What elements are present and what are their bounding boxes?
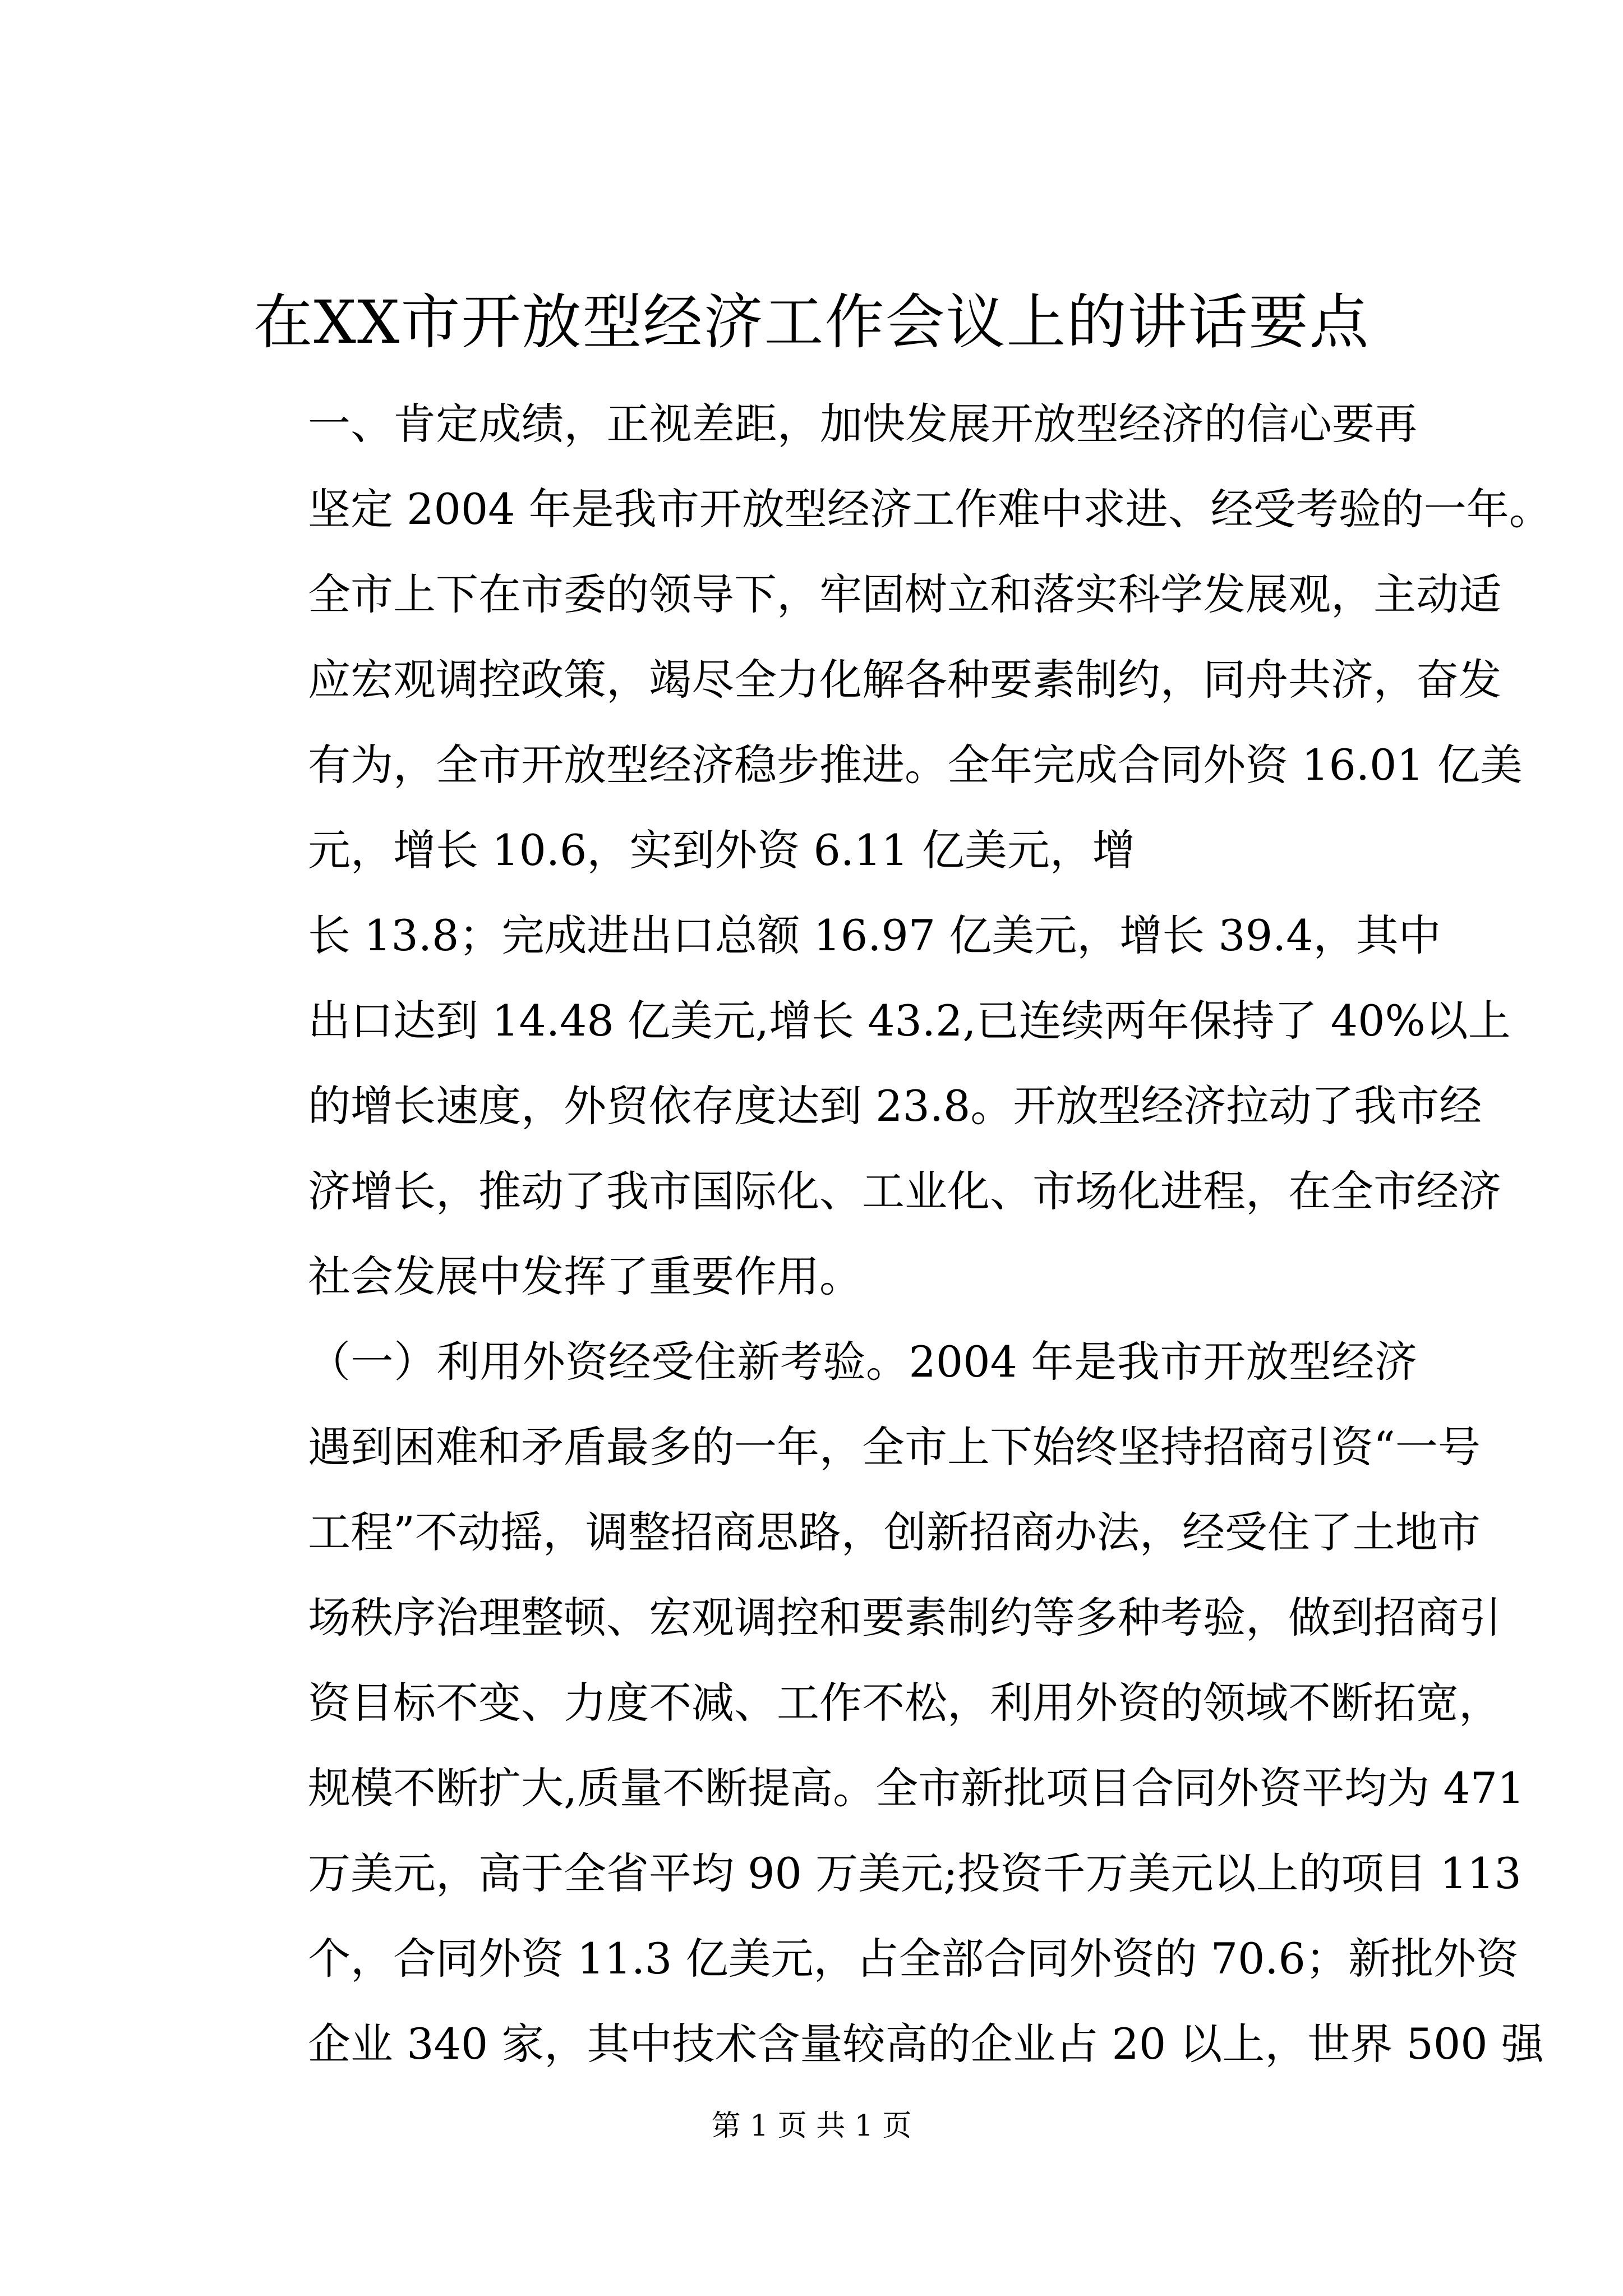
text-line: 济增长，推动了我市国际化、工业化、市场化进程，在全市经济: [308, 1166, 1501, 1216]
text-line: 元，增长 10.6，实到外资 6.11 亿美元，增: [308, 825, 1135, 875]
text-line: 的增长速度，外贸依存度达到 23.8。开放型经济拉动了我市经: [308, 1081, 1482, 1131]
text-line: 遇到困难和矛盾最多的一年，全市上下始终坚持招商引资“一号: [308, 1422, 1481, 1472]
text-line: 长 13.8；完成进出口总额 16.97 亿美元，增长 39.4，其中: [308, 910, 1441, 960]
text-line: 场秩序治理整顿、宏观调控和要素制约等多种考验，做到招商引: [308, 1593, 1501, 1642]
text-line: 个，合同外资 11.3 亿美元，占全部合同外资的 70.6；新批外资: [308, 1934, 1519, 1984]
text-line: 有为，全市开放型经济稳步推进。全年完成合同外资 16.01 亿美: [308, 740, 1523, 790]
document-title: 在XX市开放型经济工作会议上的讲话要点: [253, 288, 1370, 357]
text-line: 资目标不变、力度不减、工作不松，利用外资的领域不断拓宽，: [308, 1678, 1501, 1728]
text-line: 应宏观调控政策，竭尽全力化解各种要素制约，同舟共济，奋发: [308, 655, 1501, 705]
document-body: [223, 381, 1552, 2087]
page-footer: 第 1 页 共 1 页: [711, 2109, 912, 2143]
paragraph-3: [223, 1319, 1544, 2087]
text-line: 企业 340 家，其中技术含量较高的企业占 20 以上，世界 500 强: [308, 2019, 1544, 2069]
text-line: 一、肯定成绩，正视差距，加快发展开放型经济的信心要再: [308, 399, 1417, 449]
text-line: 社会发展中发挥了重要作用。: [308, 1251, 862, 1301]
text-line: 出口达到 14.48 亿美元,增长 43.2,已连续两年保持了 40%以上: [308, 996, 1511, 1046]
paragraph-1: [223, 381, 1552, 893]
text-line: 工程”不动摇，调整招商思路，创新招商办法，经受住了土地市: [308, 1507, 1481, 1557]
text-line: 全市上下在市委的领导下，牢固树立和落实科学发展观，主动适: [308, 569, 1501, 619]
text-line: 万美元，高于全省平均 90 万美元;投资千万美元以上的项目 113: [308, 1848, 1521, 1898]
text-line: 坚定 2004 年是我市开放型经济工作难中求进、经受考验的一年。: [308, 484, 1552, 534]
paragraph-2: [223, 893, 1511, 1319]
text-line: 规模不断扩大,质量不断提高。全市新批项目合同外资平均为 471: [308, 1763, 1525, 1813]
text-line: （一）利用外资经受住新考验。2004 年是我市开放型经济: [308, 1337, 1417, 1387]
